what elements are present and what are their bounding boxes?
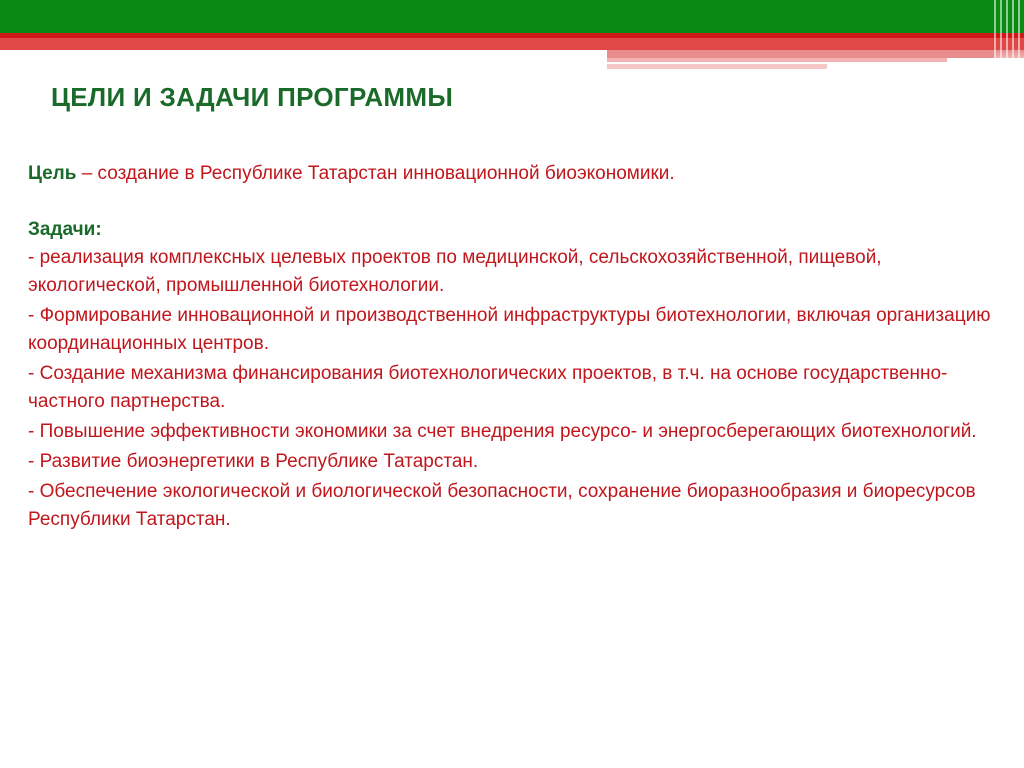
banner-pink-stripe: [607, 64, 827, 69]
task-item: - реализация комплексных целевых проектов по медицинской, сельскохозяйственной, пищевой, экологической, промышленной биотехнологии.: [28, 247, 882, 296]
task-list: [28, 244, 1003, 534]
tasks-heading: Задачи:: [28, 219, 102, 240]
goal-text: – создание в Республике Татарстан инновационной биоэкономики.: [76, 163, 675, 184]
banner-green-band: [0, 0, 1024, 33]
task-item: - Формирование инновационной и производственной инфраструктуры биотехнологии, включая организацию координационных центров.: [28, 305, 991, 354]
banner-pink-stripe: [607, 50, 1024, 58]
slide-body: [28, 160, 1003, 536]
banner-red-band-light: [0, 38, 1024, 50]
header-banner: [0, 0, 1024, 80]
task-item: - Повышение эффективности экономики за счет внедрения ресурсо- и энергосберегающих биотехнологий.: [28, 421, 977, 442]
banner-stripes-fade: [994, 50, 1024, 70]
slide-title: ЦЕЛИ И ЗАДАЧИ ПРОГРАММЫ: [51, 82, 454, 112]
goal-label: Цель: [28, 163, 77, 184]
goal-line: [28, 160, 1003, 188]
task-item: - Развитие биоэнергетики в Республике Татарстан.: [28, 451, 479, 472]
task-item: - Обеспечение экологической и биологической безопасности, сохранение биоразнообразия и биоресурсов Республики Татарстан.: [28, 481, 976, 530]
task-item: - Создание механизма финансирования биотехнологических проектов, в т.ч. на основе государственно-частного партнерства.: [28, 363, 948, 412]
banner-pink-stripe: [607, 58, 947, 62]
